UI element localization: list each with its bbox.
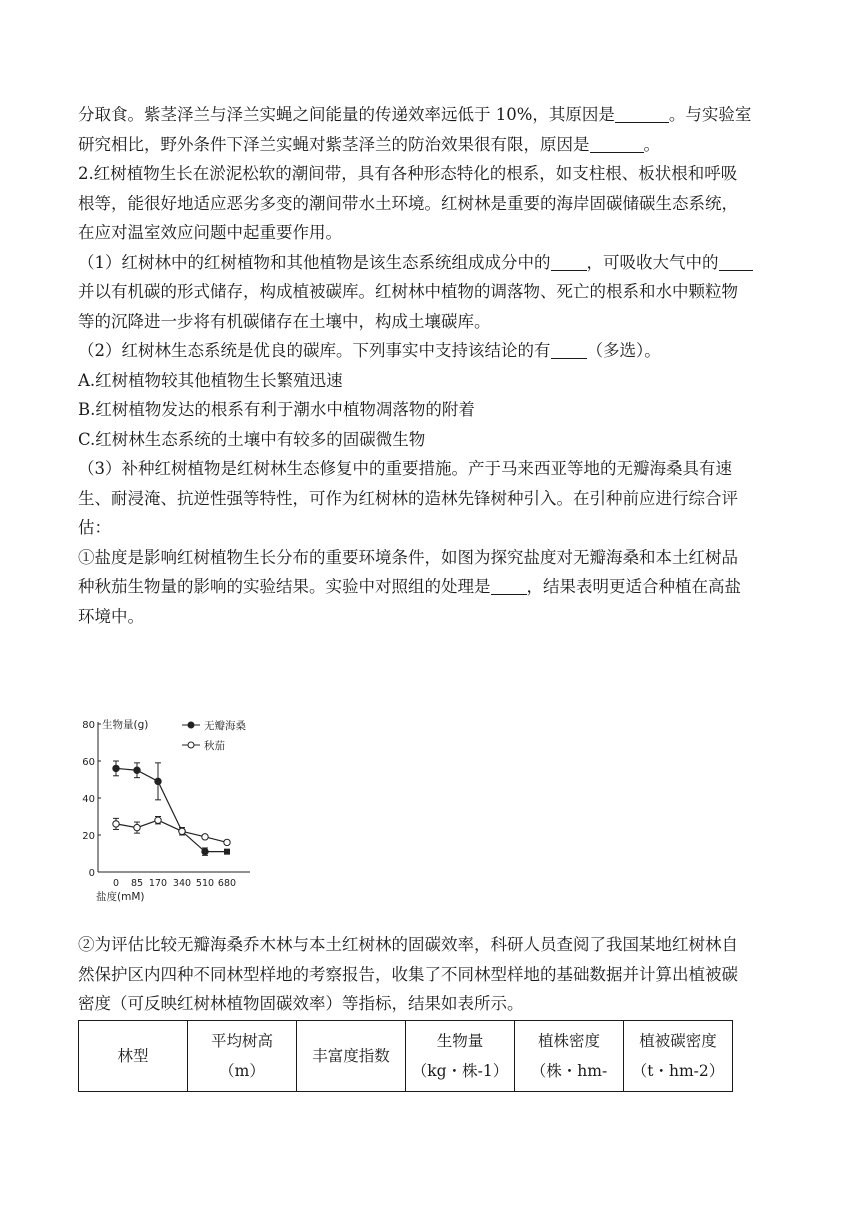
data-point [155, 817, 161, 823]
y-axis-label: 生物量(g) [102, 719, 149, 731]
document-body [78, 100, 784, 631]
y-tick-label: 40 [82, 794, 95, 805]
table-header-cell [188, 1021, 297, 1092]
question-2-line: 在应对温室效应问题中起重要作用。 [78, 223, 342, 242]
sub-question-1: （1）红树林中的红树植物和其他植物是该生态系统组成成分中的 ，可吸收大气中的 [78, 248, 784, 278]
table-header-text: （t・hm-2） [631, 1062, 725, 1080]
series-line [116, 768, 227, 851]
table-header-row [79, 1021, 733, 1092]
table-header-text: 生物量 [436, 1032, 484, 1050]
data-point [134, 767, 140, 773]
table-header-text: 林型 [117, 1047, 149, 1065]
option-a: A.红树植物较其他植物生长繁殖迅速 [78, 370, 343, 390]
table-header-text: （株・hm- [530, 1062, 608, 1080]
answer-blank[interactable] [551, 342, 587, 360]
data-point [224, 849, 230, 855]
table-header-cell [297, 1021, 406, 1092]
item-2-line: ②为评估比较无瓣海桑乔木林与本土红树林的固碳效率，科研人员查阅了我国某地红树林自 [78, 935, 738, 954]
item-2-block [78, 930, 784, 1019]
answer-blank[interactable] [551, 253, 587, 271]
table-header-text: （m） [219, 1062, 265, 1080]
answer-blank[interactable] [615, 106, 669, 124]
legend-marker [188, 722, 194, 728]
data-point [113, 821, 119, 827]
item-2-line: 然保护区内四种不同林型样地的考察报告，收集了不同林型样地的基础数据并计算出植被碳 [78, 964, 738, 984]
table-header-text: 植株密度 [537, 1032, 600, 1050]
paragraph-line: 分取食。紫茎泽兰与泽兰实蝇之间能量的传递效率远低于 10%，其原因是 。与实验室 [78, 105, 752, 124]
item-1-line: ①盐度是影响红树植物生长分布的重要环境条件，如图为探究盐度对无瓣海桑和本土红树品 [78, 547, 738, 567]
data-point [224, 839, 230, 845]
table-header-cell [624, 1021, 733, 1092]
forest-type-table [78, 1020, 733, 1092]
data-point [134, 824, 140, 830]
data-point [202, 848, 208, 854]
data-point [202, 834, 208, 840]
x-axis-label: 盐度(mM) [96, 891, 145, 903]
y-tick-label: 0 [88, 868, 95, 879]
answer-blank[interactable] [719, 253, 753, 271]
table-header-text: 植被碳密度 [639, 1032, 717, 1050]
table-header-cell [406, 1021, 515, 1092]
question-2-line: 根等，能很好地适应恶劣多变的潮间带水土环境。红树林是重要的海岸固碳储碳生态系统， [78, 193, 738, 213]
legend-marker [188, 742, 194, 748]
sub-question-3-line: 生、耐浸淹、抗逆性强等特性，可作为红树林的造林先锋树种引入。在引种前应进行综合评 [78, 488, 738, 508]
x-tick-label: 170 [148, 878, 168, 889]
biomass-chart-svg [78, 714, 278, 904]
sub-question-3: （3）补种红树植物是红树林生态修复中的重要措施。产于马来西亚等地的无瓣海桑具有速 [78, 459, 732, 478]
table-header-cell [79, 1021, 188, 1092]
y-tick-label: 20 [82, 831, 95, 842]
y-tick-label: 60 [82, 757, 95, 768]
sub-question-2: （2）红树林生态系统是优良的碳库。下列事实中支持该结论的有 （多选）。 [78, 341, 661, 360]
data-point [179, 828, 185, 834]
data-point [155, 778, 161, 784]
option-b: B.红树植物发达的根系有利于潮水中植物凋落物的附着 [78, 400, 475, 419]
table-header-cell [515, 1021, 624, 1092]
table-header-text: （kg・株-1） [411, 1062, 509, 1080]
x-tick-label: 0 [112, 878, 120, 889]
question-2-line: 2.红树植物生长在淤泥松软的潮间带，具有各种形态特化的根系，如支柱根、板状根和呼吸 [78, 164, 738, 183]
biomass-chart [78, 714, 278, 904]
legend-label: 秋茄 [204, 740, 225, 752]
sub-question-1-line: 等的沉降进一步将有机碳储存在土壤中，构成土壤碳库。 [78, 311, 491, 331]
sub-question-3-line: 估： [78, 518, 111, 537]
item-1-line: 种秋茄生物量的影响的实验结果。实验中对照组的处理是 ，结果表明更适合种植在高盐 [78, 577, 741, 596]
x-tick-label: 340 [172, 878, 192, 889]
table-header-text: 平均树高 [210, 1032, 273, 1050]
x-tick-label: 85 [130, 878, 144, 889]
answer-blank[interactable] [590, 135, 644, 153]
x-tick-label: 510 [195, 878, 215, 889]
table-header-text: 丰富度指数 [312, 1047, 390, 1065]
legend-label: 无瓣海桑 [204, 720, 246, 732]
answer-blank[interactable] [491, 578, 527, 596]
option-c: C.红树林生态系统的土壤中有较多的固碳微生物 [78, 429, 426, 449]
y-tick-label: 80 [82, 720, 95, 731]
series-line [116, 820, 227, 842]
item-2-line: 密度（可反映红树林植物固碳效率）等指标，结果如表所示。 [78, 994, 524, 1013]
data-point [113, 765, 119, 771]
sub-question-1-line: 并以有机碳的形式储存，构成植被碳库。红树林中植物的调落物、死亡的根系和水中颗粒物 [78, 282, 738, 301]
item-1-line: 环境中。 [78, 606, 144, 626]
x-tick-label: 680 [217, 878, 237, 889]
paragraph-line: 研究相比，野外条件下泽兰实蝇对紫茎泽兰的防治效果很有限，原因是 。 [78, 134, 660, 154]
